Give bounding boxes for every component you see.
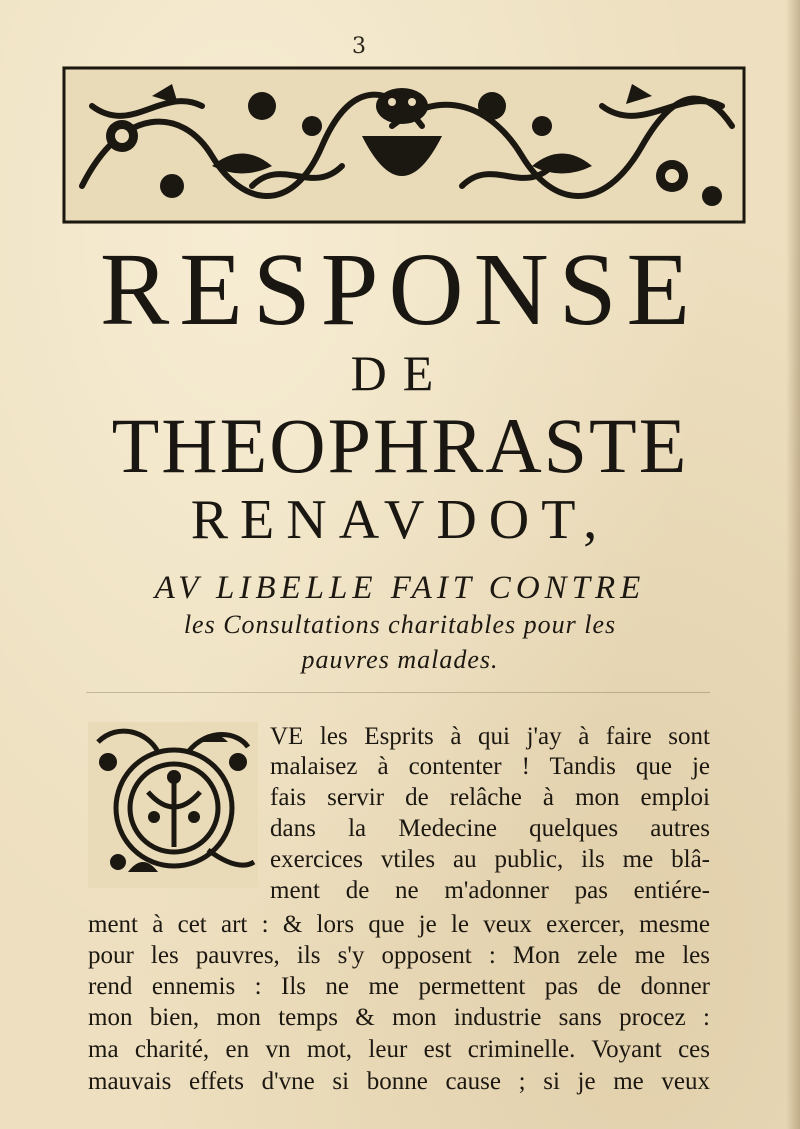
- subtitle-line-1: AV LIBELLE FAIT CONTRE: [154, 570, 646, 606]
- title-line-2: DE: [350, 345, 450, 401]
- subtitle-line-2: les Consultations charitables pour les: [183, 610, 617, 639]
- body-line: rend ennemis : Ils ne me permettent pas de donner: [88, 973, 710, 1000]
- body-line: pour les pauvres, ils s'y opposent : Mon zele me les: [88, 942, 710, 969]
- title-line-1: RESPONSE: [99, 232, 701, 347]
- body-line: malaisez à contenter ! Tandis que je: [270, 753, 710, 780]
- body-line: ment de ne m'adonner pas entiére-: [270, 877, 710, 904]
- body-line: VE les Esprits à qui j'ay à faire sont: [270, 723, 710, 750]
- body-line: ma charité, en vn mot, leur est criminelle. Voyant ces: [88, 1036, 710, 1063]
- ornamental-initial-icon: [88, 722, 258, 888]
- subtitle-line-3: pauvres malades.: [301, 645, 499, 674]
- body-line: exercices vtiles au public, ils me blâ-: [270, 846, 710, 873]
- body-line: mon bien, mon temps & mon industrie sans procez :: [88, 1004, 710, 1031]
- page-number: 3: [352, 34, 366, 59]
- body-line: mauvais effets d'vne si bonne cause ; si je me veux: [88, 1068, 710, 1095]
- body-line: fais servir de relâche à mon emploi: [270, 784, 710, 811]
- title-line-4: RENAVDOT,: [190, 489, 610, 551]
- divider: [86, 692, 710, 693]
- ornamental-headpiece-icon: [62, 66, 746, 224]
- body-line: dans la Medecine quelques autres: [270, 815, 710, 842]
- title-line-3: THEOPHRASTE: [111, 402, 689, 489]
- body-line: ment à cet art : & lors que je le veux exercer, mesme: [88, 911, 710, 938]
